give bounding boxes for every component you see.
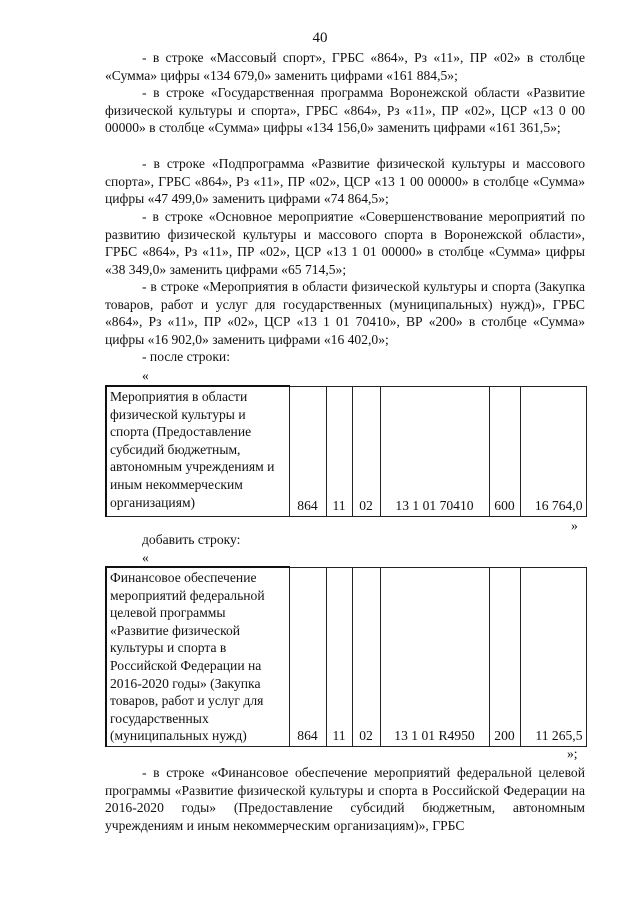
after-line-label: - после строки:	[142, 349, 230, 364]
table-existing-row	[105, 385, 587, 517]
paragraph-federal-program: - в строке «Финансовое обеспечение мероприятий федеральной целевой программы «Развитие физической культуры и спорта в Российской Федерации на 2016-2020 годы» (Предоставление субсидий бюджетным, автономным учреждениям и иным некоммерческим организациям)», ГРБС	[105, 765, 585, 833]
add-line-label: добавить строку:	[142, 532, 241, 547]
table-row	[106, 386, 586, 516]
grbs-cell: 864	[289, 386, 326, 516]
pr-cell: 02	[352, 567, 380, 746]
paragraph-activities-sport: - в строке «Мероприятия в области физической культуры и спорта (Закупка товаров, работ и услуг для государственных (муниципальных) нужд)», ГРБС «864», Рз «11», ПР «02», ЦСР «13 1 01 70410», ВР «200» в столбце «Сумма» цифры «16 902,0» заменить цифрами «16 402,0»;	[105, 279, 585, 347]
close-quote-1: »	[571, 518, 578, 533]
csr-cell: 13 1 01 R4950	[380, 567, 489, 746]
grbs-cell: 864	[289, 567, 326, 746]
vr-cell: 200	[489, 567, 520, 746]
table-row	[106, 567, 586, 746]
page-number: 40	[312, 30, 328, 46]
sum-cell: 11 265,5	[520, 567, 586, 746]
paragraph-main-activity: - в строке «Основное мероприятие «Совершенствование мероприятий по развитию физической культуры и массового спорта в Воронежской области», ГРБС «864», Рз «11», ПР «02», ЦСР «13 1 01 00000» в столбце «Сумма» цифры «38 349,0» заменить цифрами «65 714,5»;	[105, 209, 585, 277]
pr-cell: 02	[352, 386, 380, 516]
table-added-row	[105, 566, 587, 747]
rz-cell: 11	[326, 386, 352, 516]
paragraph-mass-sport: - в строке «Массовый спорт», ГРБС «864», Рз «11», ПР «02» в столбце «Сумма» цифры «134 679,0» заменить цифрами «161 884,5»;	[105, 50, 585, 83]
row-name-cell: Мероприятия в области физической культуры и спорта (Предоставление субсидий бюджетным, автономным учреждениям и иным некоммерческим организациям)	[106, 386, 289, 516]
rz-cell: 11	[326, 567, 352, 746]
close-quote-2: »;	[567, 746, 578, 761]
paragraph-state-program: - в строке «Государственная программа Воронежской области «Развитие физической культуры и спорта», ГРБС «864», Рз «11», ПР «02», ЦСР «13 0 00 00000» в столбце «Сумма» цифры «134 156,0» заменить цифрами «161 361,5»;	[105, 85, 585, 136]
sum-cell: 16 764,0	[520, 386, 586, 516]
paragraph-subprogram: - в строке «Подпрограмма «Развитие физической культуры и массового спорта», ГРБС «864», Рз «11», ПР «02», ЦСР «13 1 00 00000» в столбце «Сумма» цифры «47 499,0» заменить цифрами «74 864,5»;	[105, 156, 585, 207]
open-quote-1: «	[142, 368, 149, 383]
row-name-cell: Финансовое обеспечение мероприятий федеральной целевой программы «Развитие физической культуры и спорта в Российской Федерации на 2016-2020 годы» (Закупка товаров, работ и услуг для государственных (муниципальных нужд)	[106, 567, 289, 746]
csr-cell: 13 1 01 70410	[380, 386, 489, 516]
open-quote-2: «	[142, 550, 149, 565]
vr-cell: 600	[489, 386, 520, 516]
